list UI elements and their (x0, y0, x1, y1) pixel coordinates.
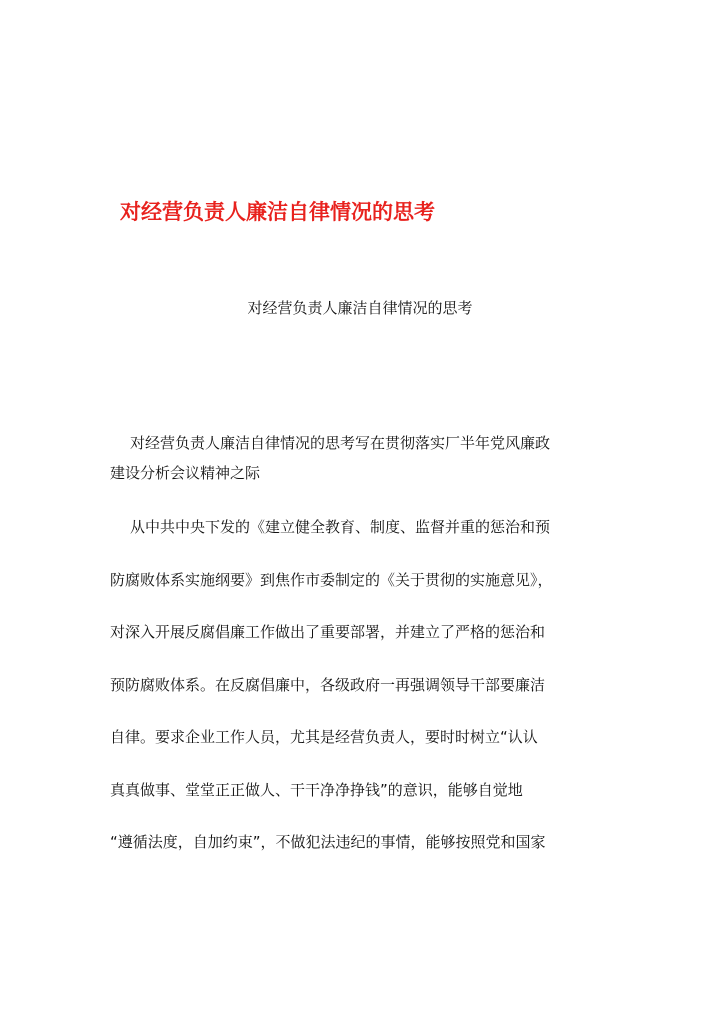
body-line: 真真做事、堂堂正正做人、干干净净挣钱”的意识，能够自觉地 (110, 780, 523, 799)
intro-line: 对经营负责人廉洁自律情况的思考写在贯彻落实厂半年党风廉政 (130, 434, 551, 452)
body-line: “遵循法度，自加约束”，不做犯法违纪的事情，能够按照党和国家 (110, 833, 546, 851)
body-paragraph (110, 516, 610, 884)
page-heading: 对经营负责人廉洁自律情况的思考 (120, 200, 435, 224)
body-line: 防腐败体系实施纲要》到焦作市委制定的《关于贯彻的实施意见》， (110, 570, 553, 589)
body-line: 从中共中央下发的《建立健全教育、制度、监督并重的惩治和预 (130, 518, 551, 536)
body-line: 自律。要求企业工作人员，尤其是经营负责人，要时时树立“认认 (110, 728, 538, 746)
intro-paragraph (110, 428, 610, 488)
intro-line: 建设分析会议精神之际 (110, 464, 261, 482)
document-title: 对经营负责人廉洁自律情况的思考 (247, 299, 473, 317)
body-line: 预防腐败体系。在反腐倡廉中，各级政府一再强调领导干部要廉洁 (110, 675, 546, 694)
body-line: 对深入开展反腐倡廉工作做出了重要部署，并建立了严格的惩治和 (110, 623, 546, 641)
